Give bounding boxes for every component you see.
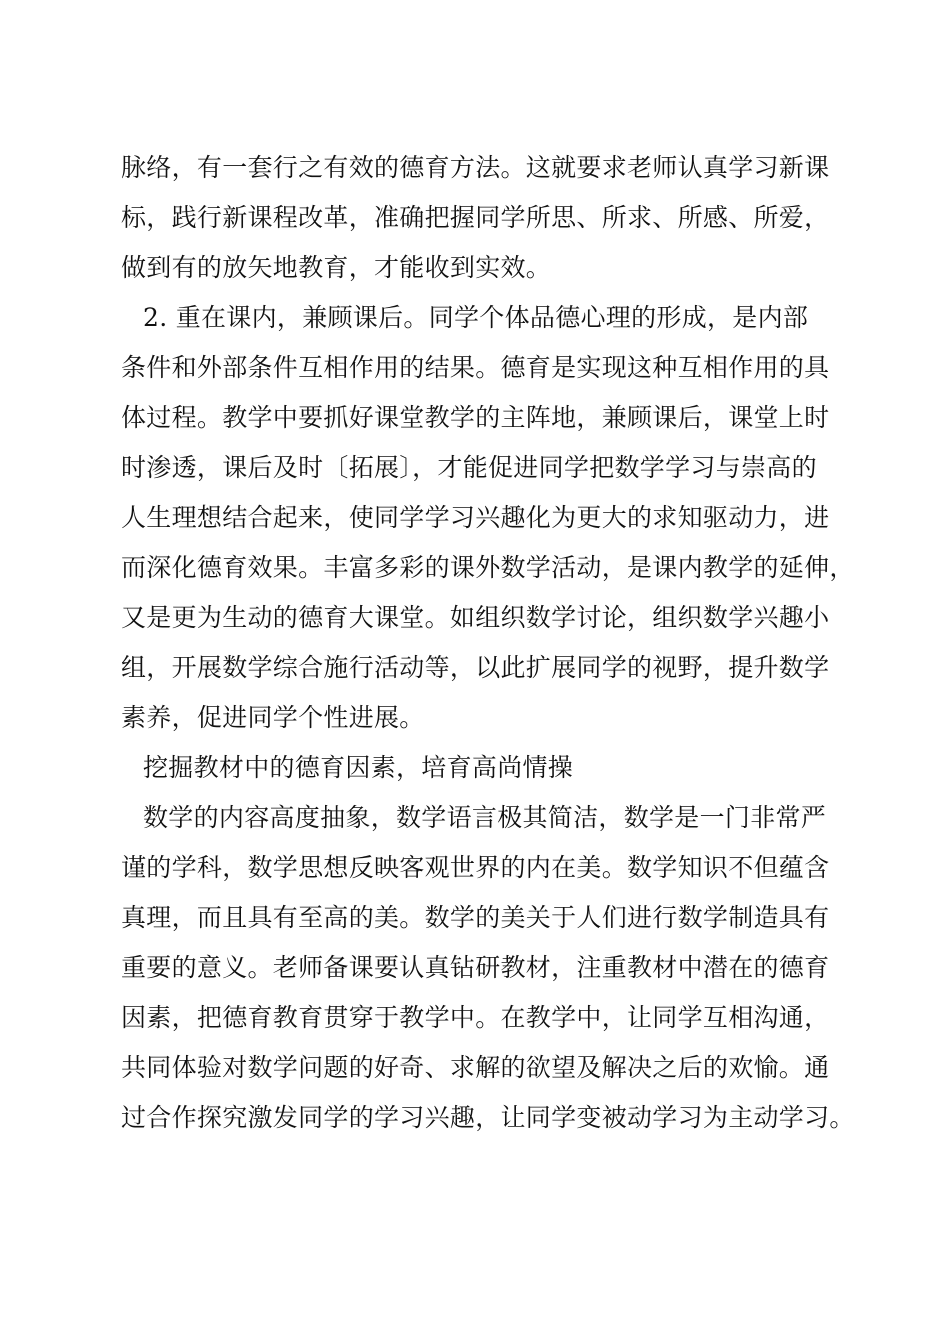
text-line: 时渗透，课后及时〔拓展〕，才能促进同学把数学学习与崇高的 — [121, 453, 817, 482]
list-item-2-start: 2. 重在课内，兼顾课后。同学个体品德心理的形成，是内部 — [143, 303, 809, 332]
text-line: 素养，促进同学个性进展。 — [121, 703, 425, 732]
body-text — [121, 143, 855, 1143]
text-line: 又是更为生动的德育大课堂。如组织数学讨论，组织数学兴趣小 — [121, 603, 830, 632]
text-line: 重要的意义。老师备课要认真钻研教材，注重教材中潜在的德育 — [121, 953, 830, 982]
text-line: 真理，而且具有至高的美。数学的美关于人们进行数学制造具有 — [121, 903, 830, 932]
text-line: 共同体验对数学问题的好奇、求解的欲望及解决之后的欢愉。通 — [121, 1053, 830, 1082]
text-line: 脉络，有一套行之有效的德育方法。这就要求老师认真学习新课 — [121, 153, 830, 182]
text-line: 谨的学科，数学思想反映客观世界的内在美。数学知识不但蕴含 — [121, 853, 830, 882]
text-line: 过合作探究激发同学的学习兴趣，让同学变被动学习为主动学习。 — [121, 1103, 855, 1132]
text-line: 人生理想结合起来，使同学学习兴趣化为更大的求知驱动力，进 — [121, 503, 830, 532]
text-line: 组，开展数学综合施行活动等，以此扩展同学的视野，提升数学 — [121, 653, 830, 682]
text-line: 因素，把德育教育贯穿于教学中。在教学中，让同学互相沟通， — [121, 1003, 830, 1032]
paragraph-start: 数学的内容高度抽象，数学语言极其简洁，数学是一门非常严 — [143, 803, 827, 832]
text-line: 而深化德育效果。丰富多彩的课外数学活动，是课内教学的延伸， — [121, 553, 855, 582]
text-line: 做到有的放矢地教育，才能收到实效。 — [121, 253, 552, 282]
text-line: 标，践行新课程改革，准确把握同学所思、所求、所感、所爱， — [121, 203, 830, 232]
text-line: 条件和外部条件互相作用的结果。德育是实现这种互相作用的具 — [121, 353, 830, 382]
text-line: 体过程。教学中要抓好课堂教学的主阵地，兼顾课后，课堂上时 — [121, 403, 830, 432]
section-heading: 挖掘教材中的德育因素，培育高尚情操 — [143, 753, 574, 782]
